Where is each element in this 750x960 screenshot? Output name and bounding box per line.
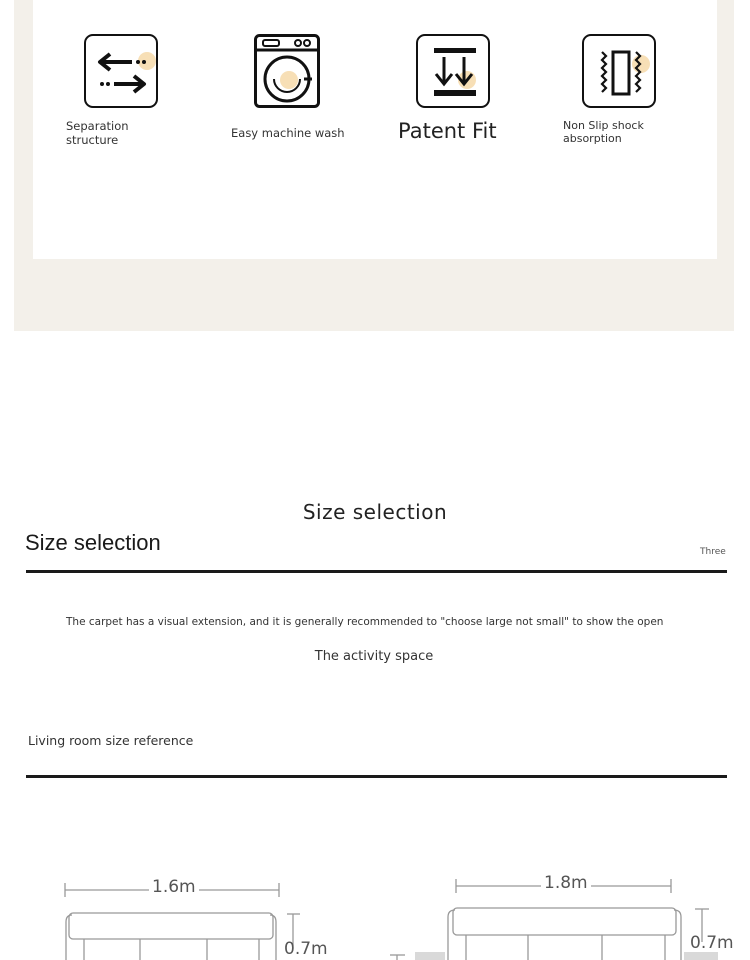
recommendation-note: The carpet has a visual extension, and it is generally recommended to "choose large not small" to show the open (66, 616, 664, 628)
living-room-subheading: Living room size reference (28, 733, 194, 748)
section-title-left: Size selection (25, 530, 161, 555)
feature-label-separation: Separation structure (66, 119, 129, 147)
feature-label-wash: Easy machine wash (231, 126, 345, 140)
dimension-width-1: 1.6m (149, 877, 199, 897)
section-tag: Three (700, 547, 726, 557)
dimension-depth-2: 0.7m (690, 933, 734, 953)
dimension-width-2: 1.8m (541, 873, 591, 893)
feature-label-nonslip: Non Slip shock absorption (563, 119, 644, 145)
recommendation-note-2: The activity space (314, 649, 434, 664)
feature-label-patent: Patent Fit (398, 119, 497, 143)
dimension-depth-1: 0.7m (284, 939, 328, 959)
section-title-center: Size selection (302, 500, 448, 524)
